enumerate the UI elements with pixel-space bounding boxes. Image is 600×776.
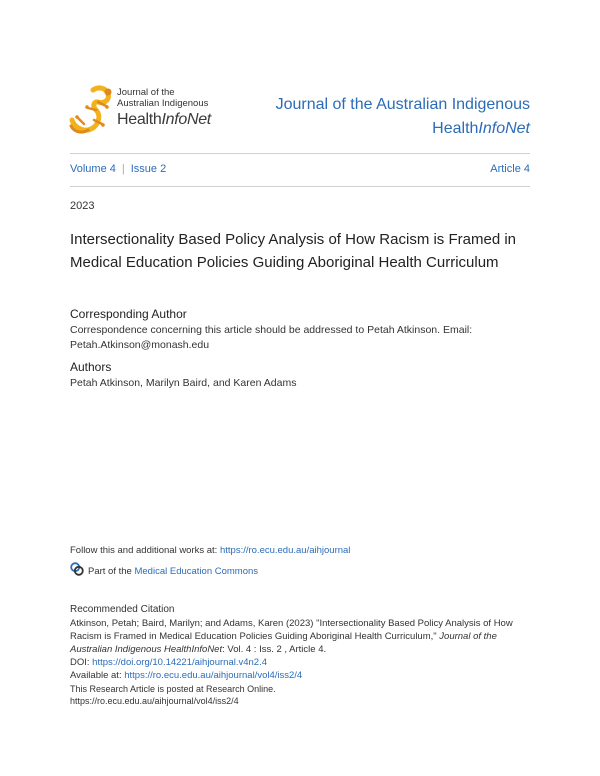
citation-line-2-text: Racism is Framed in Medical Education Policies Guiding Aboriginal Health Curriculum," — [70, 631, 440, 642]
part-of-line — [88, 566, 488, 579]
open-access-icon — [70, 562, 84, 576]
citation-line-3 — [70, 644, 540, 657]
citation-available-line — [70, 670, 540, 683]
citation-line-3-text: : Vol. 4 : Iss. 2 , Article 4. — [222, 644, 327, 655]
citation-line-2 — [70, 631, 540, 644]
publication-year: 2023 — [70, 200, 95, 212]
posted-text: This Research Article is posted at Research Online. — [70, 684, 276, 694]
article-link[interactable]: Article 4 — [490, 163, 530, 175]
journal-title-infonet: InfoNet — [478, 120, 530, 137]
citation-line-1: Atkinson, Petah; Baird, Marilyn; and Adams, Karen (2023) "Intersectionality Based Policy Analysis of How — [70, 618, 513, 629]
available-label: Available at: — [70, 670, 125, 681]
available-link[interactable]: https://ro.ecu.edu.au/aihjournal/vol4/iss2/4 — [124, 670, 303, 681]
doi-link[interactable]: https://doi.org/10.14221/aihjournal.v4n2.4 — [92, 657, 267, 668]
follow-line — [70, 545, 540, 558]
logo-brand-health: Health — [117, 111, 162, 128]
doi-label: DOI: — [70, 657, 93, 668]
citation-line-3-journal: Australian Indigenous HealthInfoNet — [70, 644, 223, 655]
journal-title-line-2[interactable] — [432, 120, 530, 138]
corresponding-author-heading: Corresponding Author — [70, 307, 187, 321]
journal-title-health: Health — [432, 120, 479, 137]
divider-bottom — [70, 186, 530, 187]
medical-education-commons-link[interactable]: Medical Education Commons — [134, 566, 259, 577]
gecko-logo-icon — [68, 84, 118, 136]
logo-line-2: Australian Indigenous — [117, 98, 209, 109]
citation-doi-line — [70, 657, 540, 670]
issue-separator: | — [121, 163, 125, 175]
logo-brand-infonet: InfoNet — [161, 111, 211, 128]
citation-line-2-journal: Journal of the — [439, 631, 497, 642]
issue-link[interactable]: Issue 2 — [130, 163, 167, 175]
volume-link[interactable]: Volume 4 — [70, 163, 116, 175]
citation-heading: Recommended Citation — [70, 604, 175, 615]
logo-brand — [117, 111, 211, 129]
article-title: Intersectionality Based Policy Analysis of How Racism is Framed in Medical Education Policies Guiding Aboriginal Health Curriculum — [70, 231, 517, 271]
corresponding-author-text: Correspondence concerning this article should be addressed to Petah Atkinson. Email: Petah.Atkinson@monash.edu — [70, 324, 473, 351]
authors-names: Petah Atkinson, Marilyn Baird, and Karen Adams — [70, 377, 297, 389]
divider-top — [70, 153, 530, 154]
follow-link[interactable]: https://ro.ecu.edu.au/aihjournal — [219, 545, 351, 556]
issue-line — [70, 163, 166, 175]
part-of-text: Part of the — [88, 566, 135, 577]
journal-title-line-1[interactable]: Journal of the Australian Indigenous — [275, 96, 530, 113]
logo-line-1: Journal of the — [117, 87, 175, 98]
authors-heading: Authors — [70, 360, 112, 374]
posted-url: https://ro.ecu.edu.au/aihjournal/vol4/iss2/4 — [70, 696, 239, 706]
follow-text: Follow this and additional works at: — [70, 545, 220, 556]
